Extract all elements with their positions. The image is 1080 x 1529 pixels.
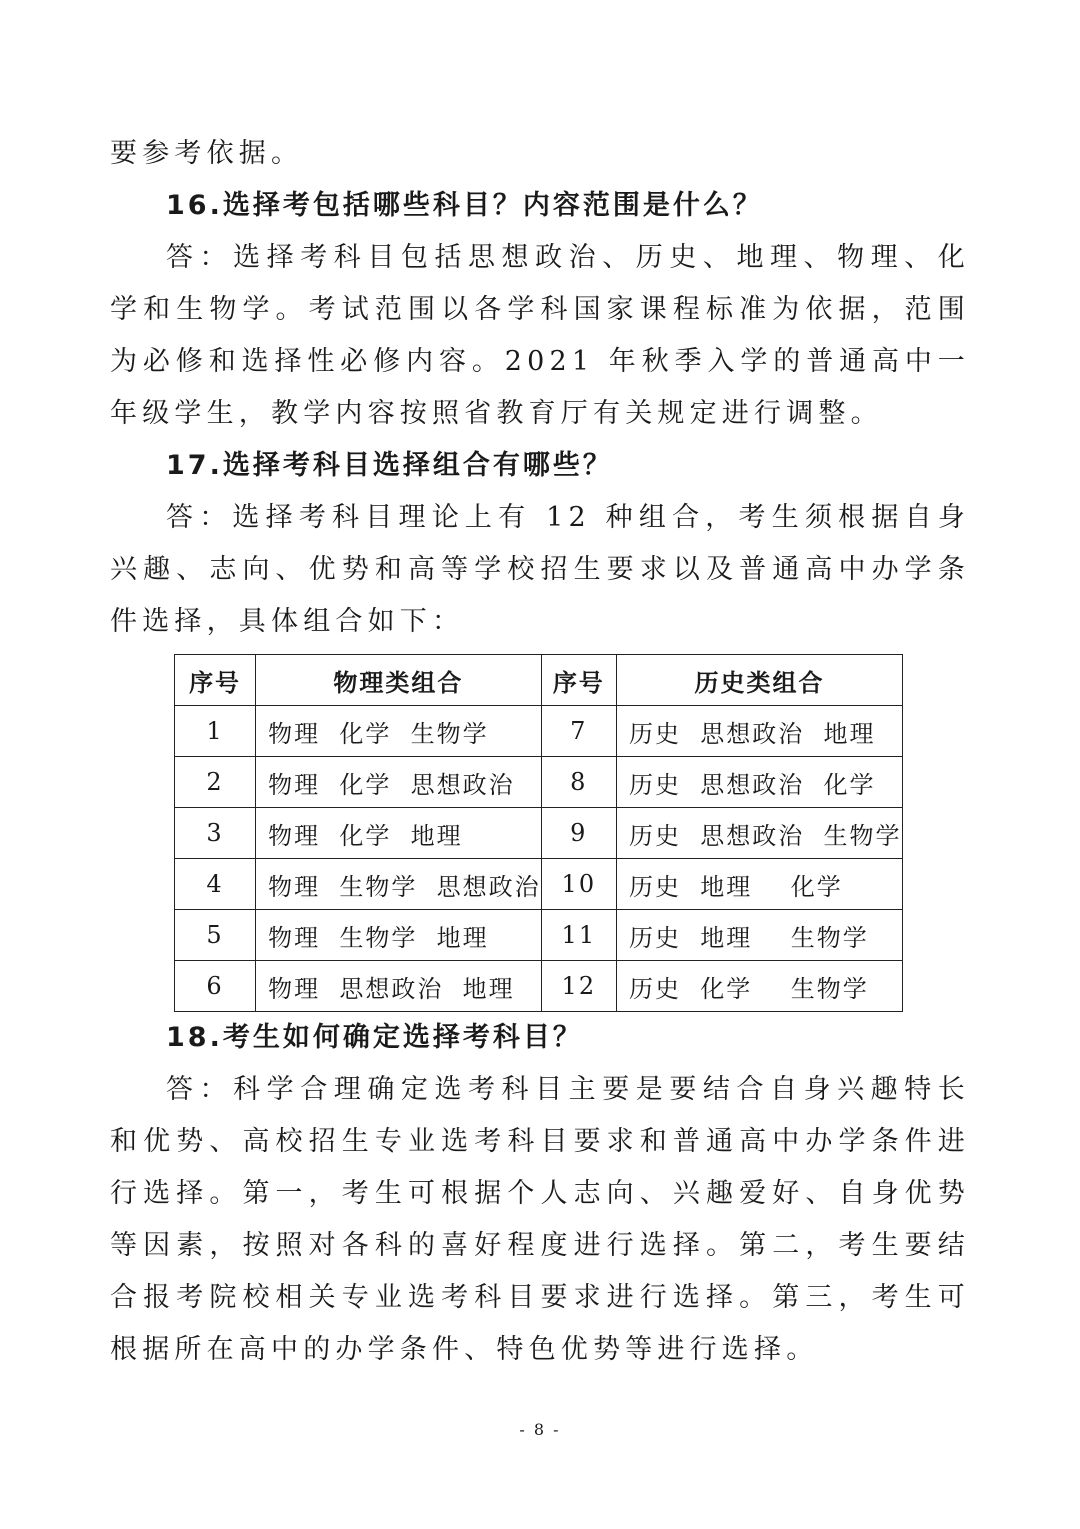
physics-combo-cell: 物理 化学 思想政治 [256,757,542,808]
physics-index-cell: 1 [175,706,256,757]
physics-combo-cell: 物理 化学 地理 [256,808,542,859]
physics-combo-cell: 物理 生物学 地理 [256,910,542,961]
physics-combo-cell: 物理 生物学 思想政治 [256,859,542,910]
question-18-heading: 18.考生如何确定选择考科目？ [166,1022,583,1053]
table-row [175,910,903,961]
history-index-cell: 10 [541,859,616,910]
header-history-combos: 历史类组合 [617,655,903,706]
history-index-cell: 9 [541,808,616,859]
history-combo-cell: 历史 地理 生物学 [617,910,903,961]
physics-index-cell: 4 [175,859,256,910]
physics-index-cell: 6 [175,961,256,1012]
page-number: - 8 - [519,1420,561,1439]
history-combo-cell: 历史 思想政治 化学 [617,757,903,808]
table-row [175,706,903,757]
physics-combo-cell: 物理 化学 生物学 [256,706,542,757]
document-body [110,128,970,1376]
answer-18: 答：科学合理确定选考科目主要是要结合自身兴趣特长和优势、高校招生专业选考科目要求和普通高中办学条件进行选择。第一，考生可根据个人志向、兴趣爱好、自身优势等因素，按照对各科的喜好程度进行选择。第二，考生要结合报考院校相关专业选考科目要求进行选择。第三，考生可根据所在高中的办学条件、特色优势等进行选择。 [110,1074,970,1365]
physics-index-cell: 5 [175,910,256,961]
answer-16: 答：选择考科目包括思想政治、历史、地理、物理、化学和生物学。考试范围以各学科国家课程标准为依据，范围为必修和选择性必修内容。2021 年秋季入学的普通高中一年级学生，教学内容按照省教育厅有关规定进行调整。 [110,242,970,429]
question-16-heading: 16.选择考包括哪些科目？内容范围是什么？ [166,190,763,221]
history-index-cell: 8 [541,757,616,808]
table-row [175,961,903,1012]
history-combo-cell: 历史 化学 生物学 [617,961,903,1012]
header-physics-combos: 物理类组合 [256,655,542,706]
physics-index-cell: 2 [175,757,256,808]
physics-combo-cell: 物理 思想政治 地理 [256,961,542,1012]
table-row [175,757,903,808]
history-index-cell: 7 [541,706,616,757]
header-index-physics: 序号 [175,655,256,706]
history-index-cell: 11 [541,910,616,961]
table-row [175,808,903,859]
question-17-heading: 17.选择考科目选择组合有哪些？ [166,450,613,481]
header-index-history: 序号 [541,655,616,706]
subject-combination-table [174,654,903,1012]
table-header-row [175,655,903,706]
history-combo-cell: 历史 思想政治 地理 [617,706,903,757]
table-row [175,859,903,910]
answer-17: 答：选择考科目理论上有 12 种组合，考生须根据自身兴趣、志向、优势和高等学校招生要求以及普通高中办学条件选择，具体组合如下： [110,502,970,637]
paragraph-continuation: 要参考依据。 [110,138,304,169]
history-combo-cell: 历史 地理 化学 [617,859,903,910]
history-index-cell: 12 [541,961,616,1012]
history-combo-cell: 历史 思想政治 生物学 [617,808,903,859]
physics-index-cell: 3 [175,808,256,859]
